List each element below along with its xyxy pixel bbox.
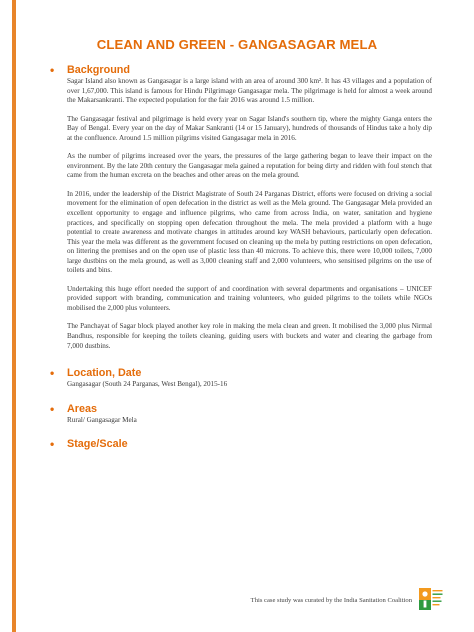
page-title: CLEAN AND GREEN - GANGASAGAR MELA: [96, 37, 378, 52]
section-heading-label: Areas: [67, 402, 98, 415]
paragraph: The Panchayat of Sagar block played another key role in making the mela clean and green. It mobilised the 3,000 plus Nirmal Bandhus, responsible for keeping the toilets cleaning, guiding users with buckets and water and clearing the garbage from 7,000 dustbins.: [67, 322, 432, 350]
section-heading-label: Stage/Scale: [67, 438, 128, 451]
section-heading-stage: [50, 437, 432, 451]
paragraph: As the number of pilgrims increased over the years, the pressures of the large gathering began to leave their impact on the environment. By the late 20th century the Gangasagar mela gained a reputation for being dirty and ridden with foul stench that came from the human excreta on the beaches and other areas on the mela ground.: [67, 152, 432, 180]
content-body: [50, 63, 432, 451]
footer-credit: This case study was curated by the India Sanitation Coalition: [250, 597, 412, 604]
bullet-icon: •: [50, 437, 55, 452]
bullet-icon: •: [50, 366, 55, 381]
left-accent-rule: [12, 0, 16, 632]
section-heading-label: Background: [67, 64, 130, 76]
section-heading-background: [50, 63, 432, 77]
section-heading-areas: [50, 402, 432, 416]
bullet-icon: •: [50, 401, 55, 416]
section-heading-label: Location, Date: [67, 367, 142, 380]
paragraph: The Gangasagar festival and pilgrimage is held every year on Sagar Island's southern tip, where the mighty Ganga enters the Bay of Bengal. Every year on the day of Makar Sankranti (14 or 15 January), hundreds of thousands of Hindus take a holy dip at the confluence. Around 1.5 million pilgrims visited Gangasagar mela in 2016.: [67, 114, 432, 142]
areas-text: Rural/ Gangasagar Mela: [67, 415, 137, 424]
paragraph: Undertaking this huge effort needed the support of and coordination with several departments and organisations – UNICEF provided support with branding, communication and training volunteers, who guided pilgrims to the toilets while NGOs mobilised the 2,000 plus volunteers.: [67, 284, 432, 313]
bullet-icon: •: [50, 63, 55, 77]
india-sanitation-coalition-logo-icon: [418, 586, 444, 612]
paragraph: Sagar Island also known as Gangasagar is a large island with an area of around 300 km². It has 43 villages and a population of over 1,67,000. This island is famous for Hindu Pilgrimage Gangasagar mela. The pilgrimage is held for almost a week around the Makarsankranti. The expected population for the fair 2016 was around 1.5 million.: [67, 77, 432, 105]
location-text: Gangasagar (South 24 Parganas, West Bengal), 2015-16: [67, 380, 228, 389]
paragraph: In 2016, under the leadership of the District Magistrate of South 24 Parganas District, efforts were focused on driving a social movement for the elimination of open defecation in the district as well as the Mela ground. The Gangasagar Mela provided an excellent opportunity to engage and influence pilgrims, who came from across India, on water, sanitation and hygiene practices, and specifically on stopping open defecation throughout the mela. The mela provided a platform with a huge potential to create awareness and motivate changes in attitudes around key WASH behaviours, particularly open defecation. This year the mela was different as the government focused on cleaning up the mela by putting restrictions on open defecation, on littering the premises and on the open use of plastic less than 40 microns. To achieve this, there were 10,000 toilets, 7,000 large dustbins on the mela ground, as well as 3,000 cleaning staff and 2,000 volunteers, who sensitised pilgrims on the use of toilets and bins.: [67, 189, 432, 275]
section-heading-location: [50, 366, 432, 380]
